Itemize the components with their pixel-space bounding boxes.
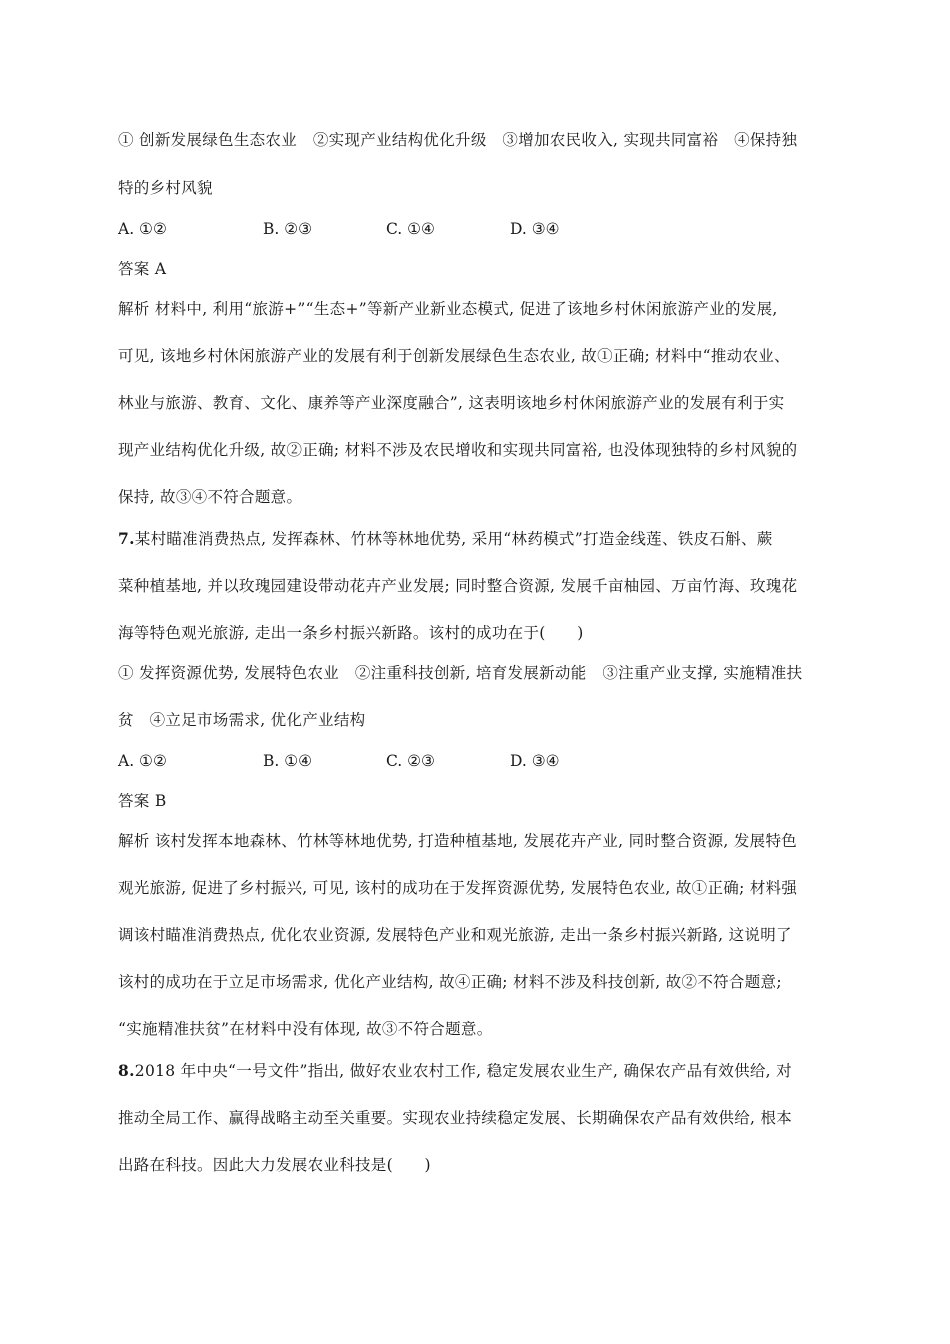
q6-analysis-line-3: 林业与旅游、教育、文化、康养等产业深度融合”, 这表明该地乡村休闲旅游产业的发展有利于实	[118, 394, 785, 412]
q7-stem-line-2: 菜种植基地, 并以玫瑰园建设带动花卉产业发展; 同时整合资源, 发展千亩柚园、万亩竹海、玫瑰花	[118, 577, 798, 595]
q6-options-line-2: 特的乡村风貌	[118, 179, 213, 197]
q7-choice-a: A. ①②	[118, 752, 167, 770]
q7-analysis-line-3: 调该村瞄准消费热点, 优化农业资源, 发展特色产业和观光旅游, 走出一条乡村振兴新路, 这说明了	[118, 926, 792, 944]
q6-options-line-1: ① 创新发展绿色生态农业 ②实现产业结构优化升级 ③增加农民收入, 实现共同富裕 ④保持独	[118, 131, 798, 149]
q6-choice-d: D. ③④	[510, 220, 560, 238]
q7-number: 7.	[118, 529, 135, 548]
q7-analysis-line-5: “实施精准扶贫”在材料中没有体现, 故③不符合题意。	[118, 1020, 493, 1038]
q6-analysis-line-1: 解析 材料中, 利用“旅游+”“生态+”等新产业新业态模式, 促进了该地乡村休闲旅游产业的发展,	[118, 300, 778, 318]
q8-stem-line-2: 推动全局工作、赢得战略主动至关重要。实现农业持续稳定发展、长期确保农产品有效供给, 根本	[118, 1109, 793, 1127]
q6-analysis-line-5: 保持, 故③④不符合题意。	[118, 488, 303, 506]
q8-stem-line-1	[118, 1061, 838, 1081]
q6-answer: 答案 A	[118, 260, 167, 278]
q6-analysis-line-2: 可见, 该地乡村休闲旅游产业的发展有利于创新发展绿色生态农业, 故①正确; 材料中“推动农业、	[118, 347, 790, 365]
q8-stem-line-3: 出路在科技。因此大力发展农业科技是( )	[118, 1156, 431, 1174]
q6-analysis-line-4: 现产业结构优化升级, 故②正确; 材料不涉及农民增收和实现共同富裕, 也没体现独特的乡村风貌的	[118, 441, 798, 459]
q7-answer: 答案 B	[118, 792, 167, 810]
q7-options-line-2: 贫 ④立足市场需求, 优化产业结构	[118, 711, 366, 729]
q6-choice-c: C. ①④	[386, 220, 435, 238]
q7-choice-b: B. ①④	[263, 752, 313, 770]
q7-stem-text-1: 某村瞄准消费热点, 发挥森林、竹林等林地优势, 采用“林药模式”打造金线莲、铁皮石斛、蕨	[134, 530, 773, 548]
q7-choice-c: C. ②③	[386, 752, 435, 770]
q7-stem-line-3: 海等特色观光旅游, 走出一条乡村振兴新路。该村的成功在于( )	[118, 624, 584, 642]
q7-options-line-1: ① 发挥资源优势, 发展特色农业 ②注重科技创新, 培育发展新动能 ③注重产业支撑, 实施精准扶	[118, 664, 803, 682]
q7-choice-d: D. ③④	[510, 752, 560, 770]
q7-analysis-line-1: 解析 该村发挥本地森林、竹林等林地优势, 打造种植基地, 发展花卉产业, 同时整合资源, 发展特色	[118, 832, 798, 850]
q7-analysis-line-4: 该村的成功在于立足市场需求, 优化产业结构, 故④正确; 材料不涉及科技创新, 故②不符合题意;	[118, 973, 782, 991]
q7-analysis-line-2: 观光旅游, 促进了乡村振兴, 可见, 该村的成功在于发挥资源优势, 发展特色农业, 故①正确; 材料强	[118, 879, 798, 897]
q6-choice-a: A. ①②	[118, 220, 167, 238]
q8-stem-text-1: 2018 年中央“一号文件”指出, 做好农业农村工作, 稳定发展农业生产, 确保农产品有效供给, 对	[134, 1062, 792, 1080]
q8-number: 8.	[118, 1061, 135, 1080]
q7-stem-line-1	[118, 529, 838, 549]
q6-choice-b: B. ②③	[263, 220, 313, 238]
